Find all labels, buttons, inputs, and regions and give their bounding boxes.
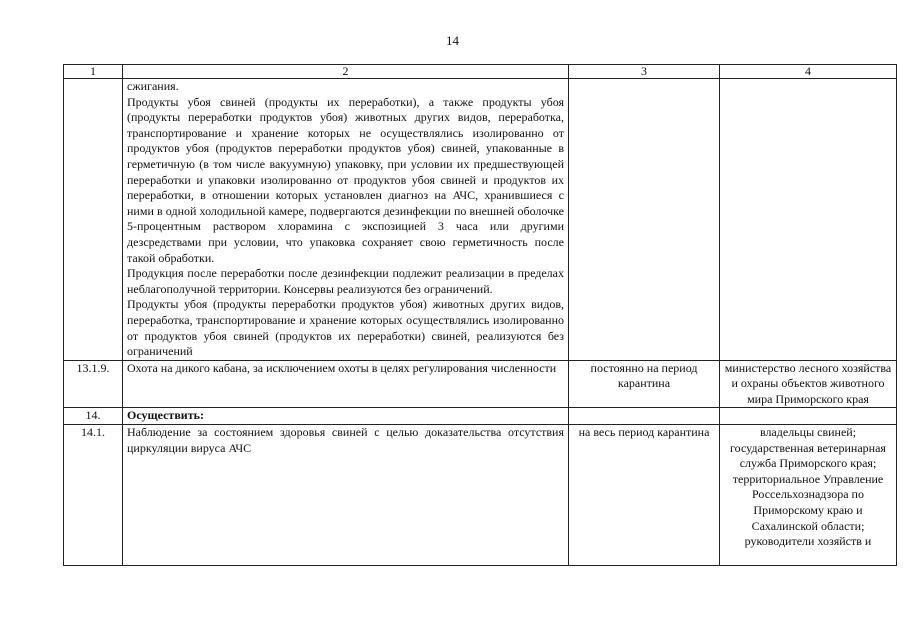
continuation-paragraph: Продукция после переработки после дезинфекции подлежит реализации в пределах неблагополучной территории. Консервы реализуются без ограничений. bbox=[127, 266, 564, 296]
column-number-2: 2 bbox=[123, 65, 569, 79]
period-cell bbox=[569, 408, 720, 425]
measure-text-cell bbox=[123, 408, 569, 425]
column-number-row bbox=[64, 65, 897, 79]
row-number-cell: 14. bbox=[64, 408, 123, 425]
measures-table bbox=[63, 64, 897, 566]
table-row-13-1-9 bbox=[64, 360, 897, 408]
continuation-paragraph: Продукты убоя (продукты переработки продуктов убоя) животных других видов, переработка, транспортирование и хранение которых осуществлялись изолированно от продуктов убоя свиней (продуктов их переработки) свиней, реализуются без ограничений bbox=[127, 297, 564, 359]
measure-text-cell bbox=[123, 360, 569, 408]
table-row-14-1 bbox=[64, 425, 897, 566]
responsible-cell: владельцы свиней; государственная ветеринарная служба Приморского края; территориальное Управление Россельхознадзора по Приморскому краю и Сахалинской области; руководители хозяйств и bbox=[720, 425, 897, 566]
period-cell: на весь период карантина bbox=[569, 425, 720, 566]
measure-text: Охота на дикого кабана, за исключением охоты в целях регулирования численности bbox=[127, 360, 557, 375]
page-number: 14 bbox=[446, 33, 459, 48]
column-number-4: 4 bbox=[720, 65, 897, 79]
section-heading: Осуществить: bbox=[127, 408, 204, 423]
responsible-cell bbox=[720, 79, 897, 361]
responsible-cell bbox=[720, 408, 897, 425]
column-number-1: 1 bbox=[64, 65, 123, 79]
table-row-continuation bbox=[64, 79, 897, 361]
responsible-cell: министерство лесного хозяйства и охраны объектов животного мира Приморского края bbox=[720, 360, 897, 408]
measure-text-cell bbox=[123, 79, 569, 361]
measure-text-cell bbox=[123, 425, 569, 566]
table-row-14 bbox=[64, 408, 897, 425]
row-number-cell bbox=[64, 79, 123, 361]
measure-text: Наблюдение за состоянием здоровья свиней с целью доказательства отсутствия циркуляции вируса АЧС bbox=[127, 425, 564, 455]
period-cell bbox=[569, 79, 720, 361]
period-cell: постоянно на период карантина bbox=[569, 360, 720, 408]
continuation-paragraph: сжигания. bbox=[127, 79, 179, 93]
row-number-cell: 13.1.9. bbox=[64, 360, 123, 408]
continuation-paragraph: Продукты убоя свиней (продукты их переработки), а также продукты убоя (продукты переработки продуктов убоя) животных других видов, переработка, транспортирование и хранение которых не осуществлялись изолированно от продуктов убоя (продуктов переработки продуктов убоя) свиней, упакованные в герметичную (в том числе вакуумную) упаковку, при условии их предшествующей переработки и упаковки изолированно от продуктов убоя свиней и продуктов их переработки, в отношении которых установлен диагноз на АЧС, хранившиеся с ними в одной холодильной камере, подвергаются дезинфекции по внешней оболочке 5-процентным раствором хлорамина с экспозицией 3 часа или другими дезсредствами при условии, что упаковка сохраняет свою герметичность после такой обработки. bbox=[127, 94, 564, 265]
column-number-3: 3 bbox=[569, 65, 720, 79]
row-number-cell: 14.1. bbox=[64, 425, 123, 566]
